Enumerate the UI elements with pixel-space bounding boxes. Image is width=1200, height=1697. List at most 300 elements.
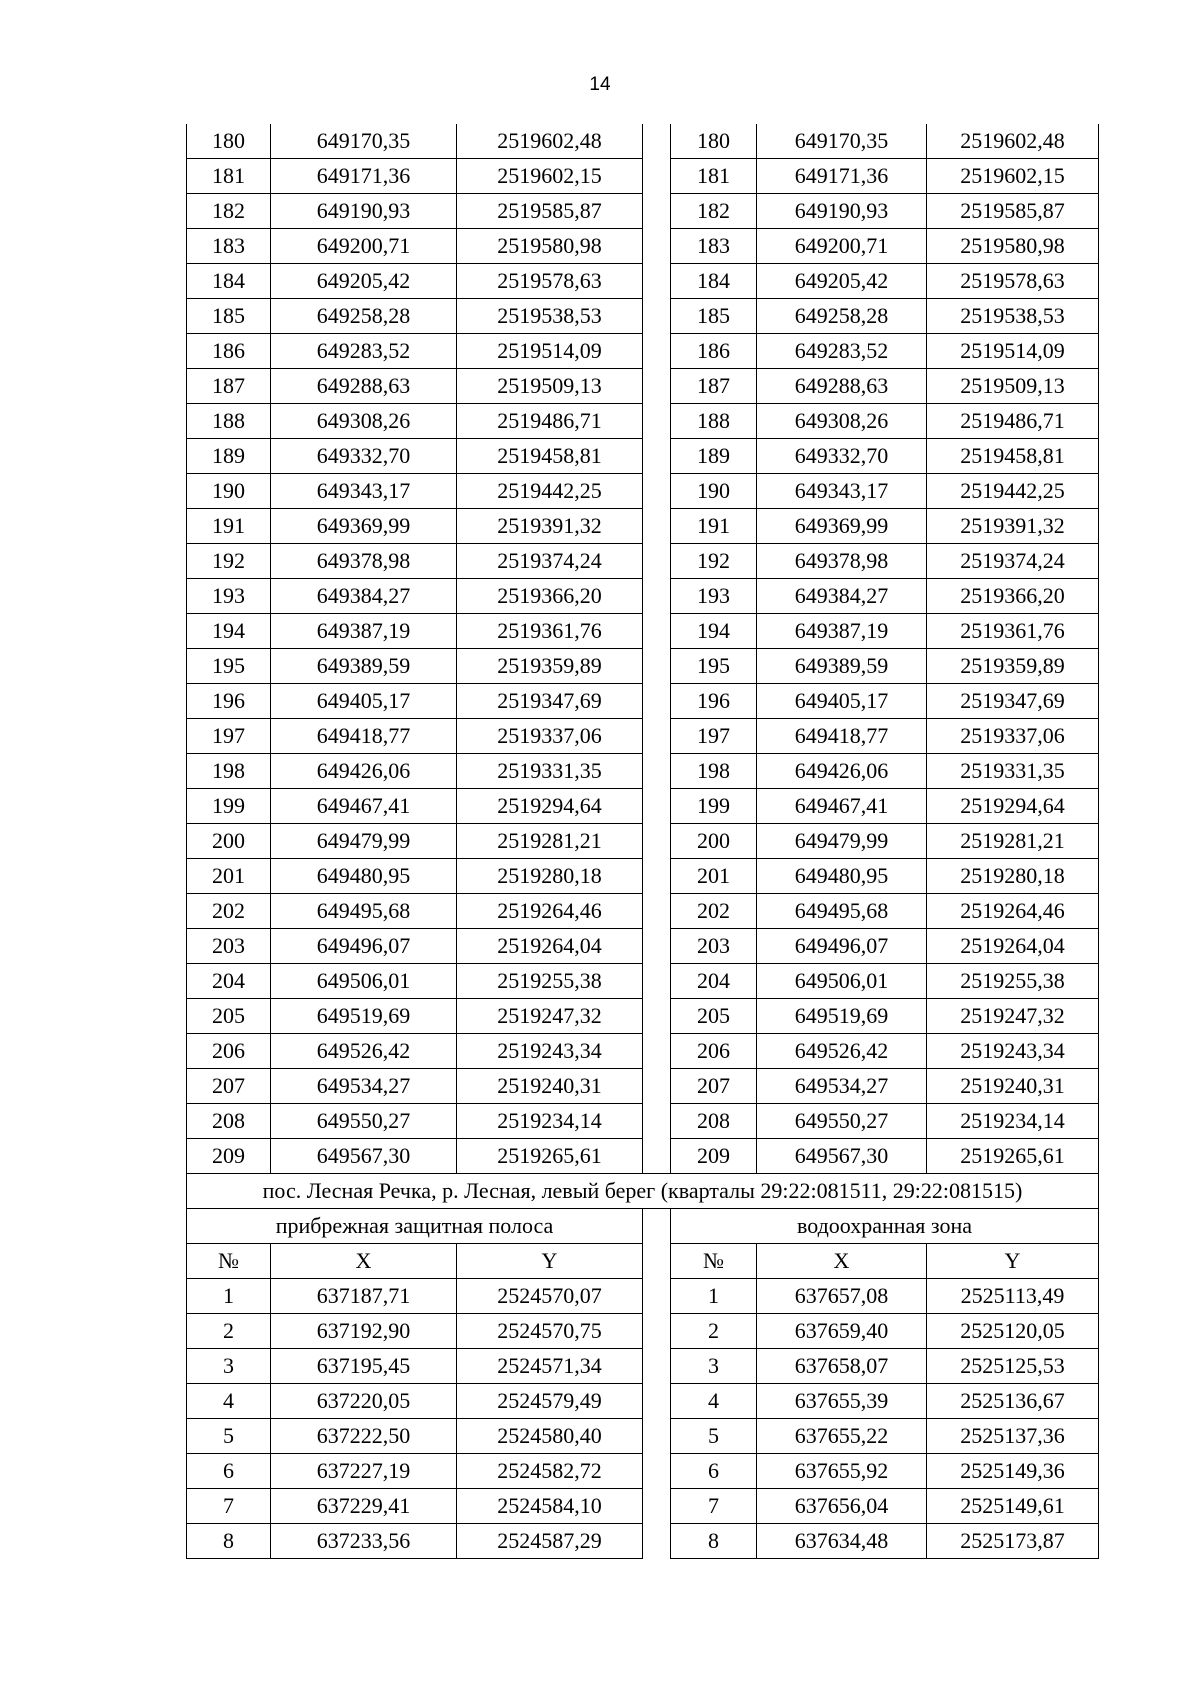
y-coordinate-right: 2519442,25 [927, 474, 1099, 509]
x-coordinate-right: 649405,17 [757, 684, 927, 719]
point-number-left: 205 [187, 999, 271, 1034]
point-number-right: 202 [671, 894, 757, 929]
x-coordinate-right: 637655,22 [757, 1419, 927, 1454]
table-gap [643, 1209, 671, 1244]
y-coordinate-left: 2524570,07 [457, 1279, 643, 1314]
y-coordinate-left: 2519265,61 [457, 1139, 643, 1174]
x-coordinate-left: 649170,35 [271, 124, 457, 159]
table-gap [643, 404, 671, 439]
table-gap [643, 894, 671, 929]
table-row [187, 1349, 1099, 1384]
point-number-right: 187 [671, 369, 757, 404]
table-gap [643, 1384, 671, 1419]
table-gap [643, 474, 671, 509]
table-gap [643, 1454, 671, 1489]
x-coordinate-right: 649283,52 [757, 334, 927, 369]
table-gap [643, 159, 671, 194]
y-coordinate-left: 2519264,04 [457, 929, 643, 964]
x-coordinate-right: 649506,01 [757, 964, 927, 999]
point-number-left: 1 [187, 1279, 271, 1314]
point-number-right: 190 [671, 474, 757, 509]
table-gap [643, 1314, 671, 1349]
table-row [187, 579, 1099, 614]
y-coordinate-left: 2519247,32 [457, 999, 643, 1034]
table-gap [643, 719, 671, 754]
x-coordinate-right: 649205,42 [757, 264, 927, 299]
x-coordinate-right: 649426,06 [757, 754, 927, 789]
point-number-left: 194 [187, 614, 271, 649]
y-coordinate-left: 2519294,64 [457, 789, 643, 824]
point-number-right: 206 [671, 1034, 757, 1069]
table-gap [643, 1349, 671, 1384]
y-coordinate-right: 2519585,87 [927, 194, 1099, 229]
point-number-left: 208 [187, 1104, 271, 1139]
table-gap [643, 824, 671, 859]
table-row [187, 719, 1099, 754]
point-number-right: 197 [671, 719, 757, 754]
table-gap [643, 299, 671, 334]
point-number-left: 189 [187, 439, 271, 474]
y-coordinate-left: 2519509,13 [457, 369, 643, 404]
table-row [187, 1384, 1099, 1419]
point-number-right: 200 [671, 824, 757, 859]
col-header-x-left: X [271, 1244, 457, 1279]
y-coordinate-left: 2519366,20 [457, 579, 643, 614]
x-coordinate-right: 649496,07 [757, 929, 927, 964]
table-gap [643, 544, 671, 579]
x-coordinate-left: 649418,77 [271, 719, 457, 754]
x-coordinate-right: 649170,35 [757, 124, 927, 159]
table-gap [643, 124, 671, 159]
y-coordinate-left: 2519359,89 [457, 649, 643, 684]
table-gap [643, 649, 671, 684]
table-gap [643, 929, 671, 964]
point-number-left: 188 [187, 404, 271, 439]
y-coordinate-left: 2519347,69 [457, 684, 643, 719]
table-row [187, 1069, 1099, 1104]
point-number-left: 196 [187, 684, 271, 719]
y-coordinate-right: 2519337,06 [927, 719, 1099, 754]
point-number-left: 198 [187, 754, 271, 789]
y-coordinate-left: 2519602,48 [457, 124, 643, 159]
y-coordinate-left: 2519240,31 [457, 1069, 643, 1104]
point-number-left: 3 [187, 1349, 271, 1384]
y-coordinate-right: 2519374,24 [927, 544, 1099, 579]
y-coordinate-left: 2524587,29 [457, 1524, 643, 1559]
left-zone-header: прибрежная защитная полоса [187, 1209, 643, 1244]
x-coordinate-right: 637655,92 [757, 1454, 927, 1489]
table-gap [643, 1279, 671, 1314]
y-coordinate-right: 2519514,09 [927, 334, 1099, 369]
table-gap [643, 264, 671, 299]
point-number-left: 206 [187, 1034, 271, 1069]
y-coordinate-left: 2519580,98 [457, 229, 643, 264]
y-coordinate-right: 2519366,20 [927, 579, 1099, 614]
x-coordinate-left: 649378,98 [271, 544, 457, 579]
x-coordinate-right: 649387,19 [757, 614, 927, 649]
x-coordinate-left: 637222,50 [271, 1419, 457, 1454]
y-coordinate-left: 2519255,38 [457, 964, 643, 999]
point-number-left: 6 [187, 1454, 271, 1489]
table-gap [643, 369, 671, 404]
x-coordinate-left: 637220,05 [271, 1384, 457, 1419]
y-coordinate-right: 2519264,04 [927, 929, 1099, 964]
y-coordinate-right: 2519247,32 [927, 999, 1099, 1034]
point-number-left: 186 [187, 334, 271, 369]
y-coordinate-right: 2519264,46 [927, 894, 1099, 929]
table-row [187, 1419, 1099, 1454]
y-coordinate-right: 2519359,89 [927, 649, 1099, 684]
y-coordinate-left: 2519538,53 [457, 299, 643, 334]
x-coordinate-right: 649550,27 [757, 1104, 927, 1139]
point-number-left: 185 [187, 299, 271, 334]
point-number-left: 4 [187, 1384, 271, 1419]
x-coordinate-right: 637657,08 [757, 1279, 927, 1314]
x-coordinate-left: 649369,99 [271, 509, 457, 544]
y-coordinate-right: 2525137,36 [927, 1419, 1099, 1454]
x-coordinate-left: 649171,36 [271, 159, 457, 194]
x-coordinate-right: 649200,71 [757, 229, 927, 264]
x-coordinate-left: 649550,27 [271, 1104, 457, 1139]
y-coordinate-left: 2519458,81 [457, 439, 643, 474]
x-coordinate-left: 649519,69 [271, 999, 457, 1034]
point-number-right: 205 [671, 999, 757, 1034]
table-row [187, 614, 1099, 649]
point-number-right: 186 [671, 334, 757, 369]
y-coordinate-left: 2524580,40 [457, 1419, 643, 1454]
y-coordinate-right: 2519538,53 [927, 299, 1099, 334]
y-coordinate-right: 2519486,71 [927, 404, 1099, 439]
table-row [187, 334, 1099, 369]
table-gap [643, 859, 671, 894]
x-coordinate-right: 649479,99 [757, 824, 927, 859]
table-row [187, 404, 1099, 439]
y-coordinate-left: 2519374,24 [457, 544, 643, 579]
point-number-left: 187 [187, 369, 271, 404]
x-coordinate-left: 649389,59 [271, 649, 457, 684]
point-number-right: 5 [671, 1419, 757, 1454]
x-coordinate-left: 649283,52 [271, 334, 457, 369]
table-gap [643, 964, 671, 999]
y-coordinate-right: 2519361,76 [927, 614, 1099, 649]
point-number-left: 209 [187, 1139, 271, 1174]
x-coordinate-left: 649567,30 [271, 1139, 457, 1174]
table-row [187, 194, 1099, 229]
point-number-left: 2 [187, 1314, 271, 1349]
x-coordinate-left: 649534,27 [271, 1069, 457, 1104]
table-row [187, 369, 1099, 404]
table-row [187, 894, 1099, 929]
y-coordinate-right: 2519294,64 [927, 789, 1099, 824]
point-number-left: 5 [187, 1419, 271, 1454]
table-gap [643, 754, 671, 789]
coordinates-table [186, 124, 1099, 1559]
table-gap [643, 1419, 671, 1454]
point-number-right: 204 [671, 964, 757, 999]
table-row [187, 1139, 1099, 1174]
y-coordinate-left: 2519514,09 [457, 334, 643, 369]
y-coordinate-left: 2519602,15 [457, 159, 643, 194]
point-number-right: 198 [671, 754, 757, 789]
y-coordinate-right: 2519280,18 [927, 859, 1099, 894]
x-coordinate-left: 637192,90 [271, 1314, 457, 1349]
point-number-right: 180 [671, 124, 757, 159]
x-coordinate-left: 637229,41 [271, 1489, 457, 1524]
point-number-right: 208 [671, 1104, 757, 1139]
col-header-num-right: № [671, 1244, 757, 1279]
x-coordinate-left: 637187,71 [271, 1279, 457, 1314]
point-number-right: 181 [671, 159, 757, 194]
section-title: пос. Лесная Речка, р. Лесная, левый берег (кварталы 29:22:081511, 29:22:081515) [187, 1174, 1099, 1209]
x-coordinate-left: 649190,93 [271, 194, 457, 229]
x-coordinate-right: 649190,93 [757, 194, 927, 229]
point-number-right: 201 [671, 859, 757, 894]
table-row [187, 649, 1099, 684]
y-coordinate-left: 2519361,76 [457, 614, 643, 649]
x-coordinate-left: 649480,95 [271, 859, 457, 894]
x-coordinate-left: 649308,26 [271, 404, 457, 439]
table-gap [643, 334, 671, 369]
point-number-right: 191 [671, 509, 757, 544]
zone-header-row [187, 1209, 1099, 1244]
point-number-left: 192 [187, 544, 271, 579]
point-number-right: 195 [671, 649, 757, 684]
table-row [187, 1489, 1099, 1524]
table-row [187, 1314, 1099, 1349]
y-coordinate-left: 2519578,63 [457, 264, 643, 299]
y-coordinate-right: 2519331,35 [927, 754, 1099, 789]
point-number-right: 7 [671, 1489, 757, 1524]
table-gap [643, 684, 671, 719]
point-number-right: 183 [671, 229, 757, 264]
y-coordinate-left: 2524584,10 [457, 1489, 643, 1524]
x-coordinate-left: 637233,56 [271, 1524, 457, 1559]
x-coordinate-right: 649343,17 [757, 474, 927, 509]
x-coordinate-left: 649495,68 [271, 894, 457, 929]
y-coordinate-right: 2525120,05 [927, 1314, 1099, 1349]
x-coordinate-left: 649496,07 [271, 929, 457, 964]
x-coordinate-left: 649205,42 [271, 264, 457, 299]
right-zone-header: водоохранная зона [671, 1209, 1099, 1244]
table-gap [643, 999, 671, 1034]
table-gap [643, 614, 671, 649]
table-row [187, 684, 1099, 719]
point-number-left: 191 [187, 509, 271, 544]
table-row [187, 824, 1099, 859]
point-number-right: 2 [671, 1314, 757, 1349]
table-gap [643, 439, 671, 474]
x-coordinate-right: 649384,27 [757, 579, 927, 614]
x-coordinate-left: 649343,17 [271, 474, 457, 509]
y-coordinate-left: 2519281,21 [457, 824, 643, 859]
point-number-right: 184 [671, 264, 757, 299]
table-row [187, 1524, 1099, 1559]
point-number-left: 181 [187, 159, 271, 194]
x-coordinate-right: 649495,68 [757, 894, 927, 929]
section-title-row [187, 1174, 1099, 1209]
x-coordinate-right: 649369,99 [757, 509, 927, 544]
table-row [187, 229, 1099, 264]
y-coordinate-right: 2519578,63 [927, 264, 1099, 299]
point-number-left: 7 [187, 1489, 271, 1524]
x-coordinate-right: 649389,59 [757, 649, 927, 684]
point-number-right: 3 [671, 1349, 757, 1384]
y-coordinate-left: 2524571,34 [457, 1349, 643, 1384]
table-gap [643, 1069, 671, 1104]
x-coordinate-left: 649384,27 [271, 579, 457, 614]
y-coordinate-right: 2519602,15 [927, 159, 1099, 194]
table-gap [643, 194, 671, 229]
x-coordinate-right: 649526,42 [757, 1034, 927, 1069]
x-coordinate-right: 637656,04 [757, 1489, 927, 1524]
table-row [187, 1279, 1099, 1314]
point-number-left: 8 [187, 1524, 271, 1559]
y-coordinate-left: 2519234,14 [457, 1104, 643, 1139]
table-row [187, 474, 1099, 509]
point-number-right: 4 [671, 1384, 757, 1419]
point-number-left: 199 [187, 789, 271, 824]
point-number-right: 1 [671, 1279, 757, 1314]
table-gap [643, 1244, 671, 1279]
table-gap [643, 509, 671, 544]
y-coordinate-right: 2519281,21 [927, 824, 1099, 859]
point-number-left: 204 [187, 964, 271, 999]
point-number-left: 184 [187, 264, 271, 299]
point-number-left: 182 [187, 194, 271, 229]
y-coordinate-right: 2519255,38 [927, 964, 1099, 999]
y-coordinate-right: 2519580,98 [927, 229, 1099, 264]
x-coordinate-right: 649258,28 [757, 299, 927, 334]
point-number-right: 194 [671, 614, 757, 649]
x-coordinate-right: 649480,95 [757, 859, 927, 894]
y-coordinate-left: 2524582,72 [457, 1454, 643, 1489]
y-coordinate-left: 2524579,49 [457, 1384, 643, 1419]
table-gap [643, 1524, 671, 1559]
x-coordinate-left: 649332,70 [271, 439, 457, 474]
point-number-left: 195 [187, 649, 271, 684]
y-coordinate-right: 2519458,81 [927, 439, 1099, 474]
column-header-row [187, 1244, 1099, 1279]
point-number-right: 203 [671, 929, 757, 964]
table-row [187, 124, 1099, 159]
point-number-left: 207 [187, 1069, 271, 1104]
y-coordinate-left: 2519280,18 [457, 859, 643, 894]
point-number-left: 201 [187, 859, 271, 894]
x-coordinate-right: 637658,07 [757, 1349, 927, 1384]
x-coordinate-right: 649332,70 [757, 439, 927, 474]
y-coordinate-left: 2519264,46 [457, 894, 643, 929]
y-coordinate-left: 2519585,87 [457, 194, 643, 229]
x-coordinate-right: 649378,98 [757, 544, 927, 579]
table-row [187, 439, 1099, 474]
x-coordinate-left: 637227,19 [271, 1454, 457, 1489]
table-row [187, 159, 1099, 194]
y-coordinate-right: 2519509,13 [927, 369, 1099, 404]
x-coordinate-right: 649467,41 [757, 789, 927, 824]
x-coordinate-right: 637634,48 [757, 1524, 927, 1559]
y-coordinate-left: 2519331,35 [457, 754, 643, 789]
table-gap [643, 1139, 671, 1174]
point-number-right: 185 [671, 299, 757, 334]
point-number-right: 199 [671, 789, 757, 824]
y-coordinate-right: 2519234,14 [927, 1104, 1099, 1139]
table-row [187, 789, 1099, 824]
y-coordinate-left: 2519391,32 [457, 509, 643, 544]
table-row [187, 544, 1099, 579]
point-number-right: 189 [671, 439, 757, 474]
col-header-num-left: № [187, 1244, 271, 1279]
table-gap [643, 229, 671, 264]
point-number-right: 192 [671, 544, 757, 579]
page-number: 14 [589, 74, 611, 95]
x-coordinate-right: 637659,40 [757, 1314, 927, 1349]
y-coordinate-right: 2525125,53 [927, 1349, 1099, 1384]
x-coordinate-right: 649171,36 [757, 159, 927, 194]
point-number-right: 188 [671, 404, 757, 439]
table-gap [643, 789, 671, 824]
col-header-y-left: Y [457, 1244, 643, 1279]
point-number-right: 6 [671, 1454, 757, 1489]
table-gap [643, 579, 671, 614]
point-number-right: 196 [671, 684, 757, 719]
x-coordinate-left: 649479,99 [271, 824, 457, 859]
x-coordinate-left: 649426,06 [271, 754, 457, 789]
table-row [187, 264, 1099, 299]
y-coordinate-left: 2519486,71 [457, 404, 643, 439]
x-coordinate-left: 649288,63 [271, 369, 457, 404]
y-coordinate-right: 2519243,34 [927, 1034, 1099, 1069]
table-row [187, 999, 1099, 1034]
y-coordinate-right: 2519347,69 [927, 684, 1099, 719]
table-gap [643, 1034, 671, 1069]
x-coordinate-right: 649308,26 [757, 404, 927, 439]
point-number-left: 197 [187, 719, 271, 754]
x-coordinate-right: 649534,27 [757, 1069, 927, 1104]
y-coordinate-right: 2519240,31 [927, 1069, 1099, 1104]
table-row [187, 754, 1099, 789]
table-row [187, 1104, 1099, 1139]
y-coordinate-right: 2525149,61 [927, 1489, 1099, 1524]
table-row [187, 964, 1099, 999]
x-coordinate-left: 649526,42 [271, 1034, 457, 1069]
x-coordinate-left: 649405,17 [271, 684, 457, 719]
point-number-left: 200 [187, 824, 271, 859]
table-row [187, 1034, 1099, 1069]
point-number-left: 203 [187, 929, 271, 964]
point-number-left: 202 [187, 894, 271, 929]
table-gap [643, 1104, 671, 1139]
point-number-right: 8 [671, 1524, 757, 1559]
point-number-right: 193 [671, 579, 757, 614]
point-number-left: 193 [187, 579, 271, 614]
y-coordinate-left: 2524570,75 [457, 1314, 643, 1349]
y-coordinate-left: 2519337,06 [457, 719, 643, 754]
table-row [187, 509, 1099, 544]
x-coordinate-left: 649200,71 [271, 229, 457, 264]
table-row [187, 929, 1099, 964]
table-row [187, 1454, 1099, 1489]
point-number-left: 183 [187, 229, 271, 264]
x-coordinate-right: 637655,39 [757, 1384, 927, 1419]
y-coordinate-left: 2519243,34 [457, 1034, 643, 1069]
point-number-right: 182 [671, 194, 757, 229]
x-coordinate-left: 649506,01 [271, 964, 457, 999]
y-coordinate-right: 2525113,49 [927, 1279, 1099, 1314]
y-coordinate-right: 2525173,87 [927, 1524, 1099, 1559]
y-coordinate-right: 2519265,61 [927, 1139, 1099, 1174]
y-coordinate-right: 2519391,32 [927, 509, 1099, 544]
x-coordinate-left: 649258,28 [271, 299, 457, 334]
